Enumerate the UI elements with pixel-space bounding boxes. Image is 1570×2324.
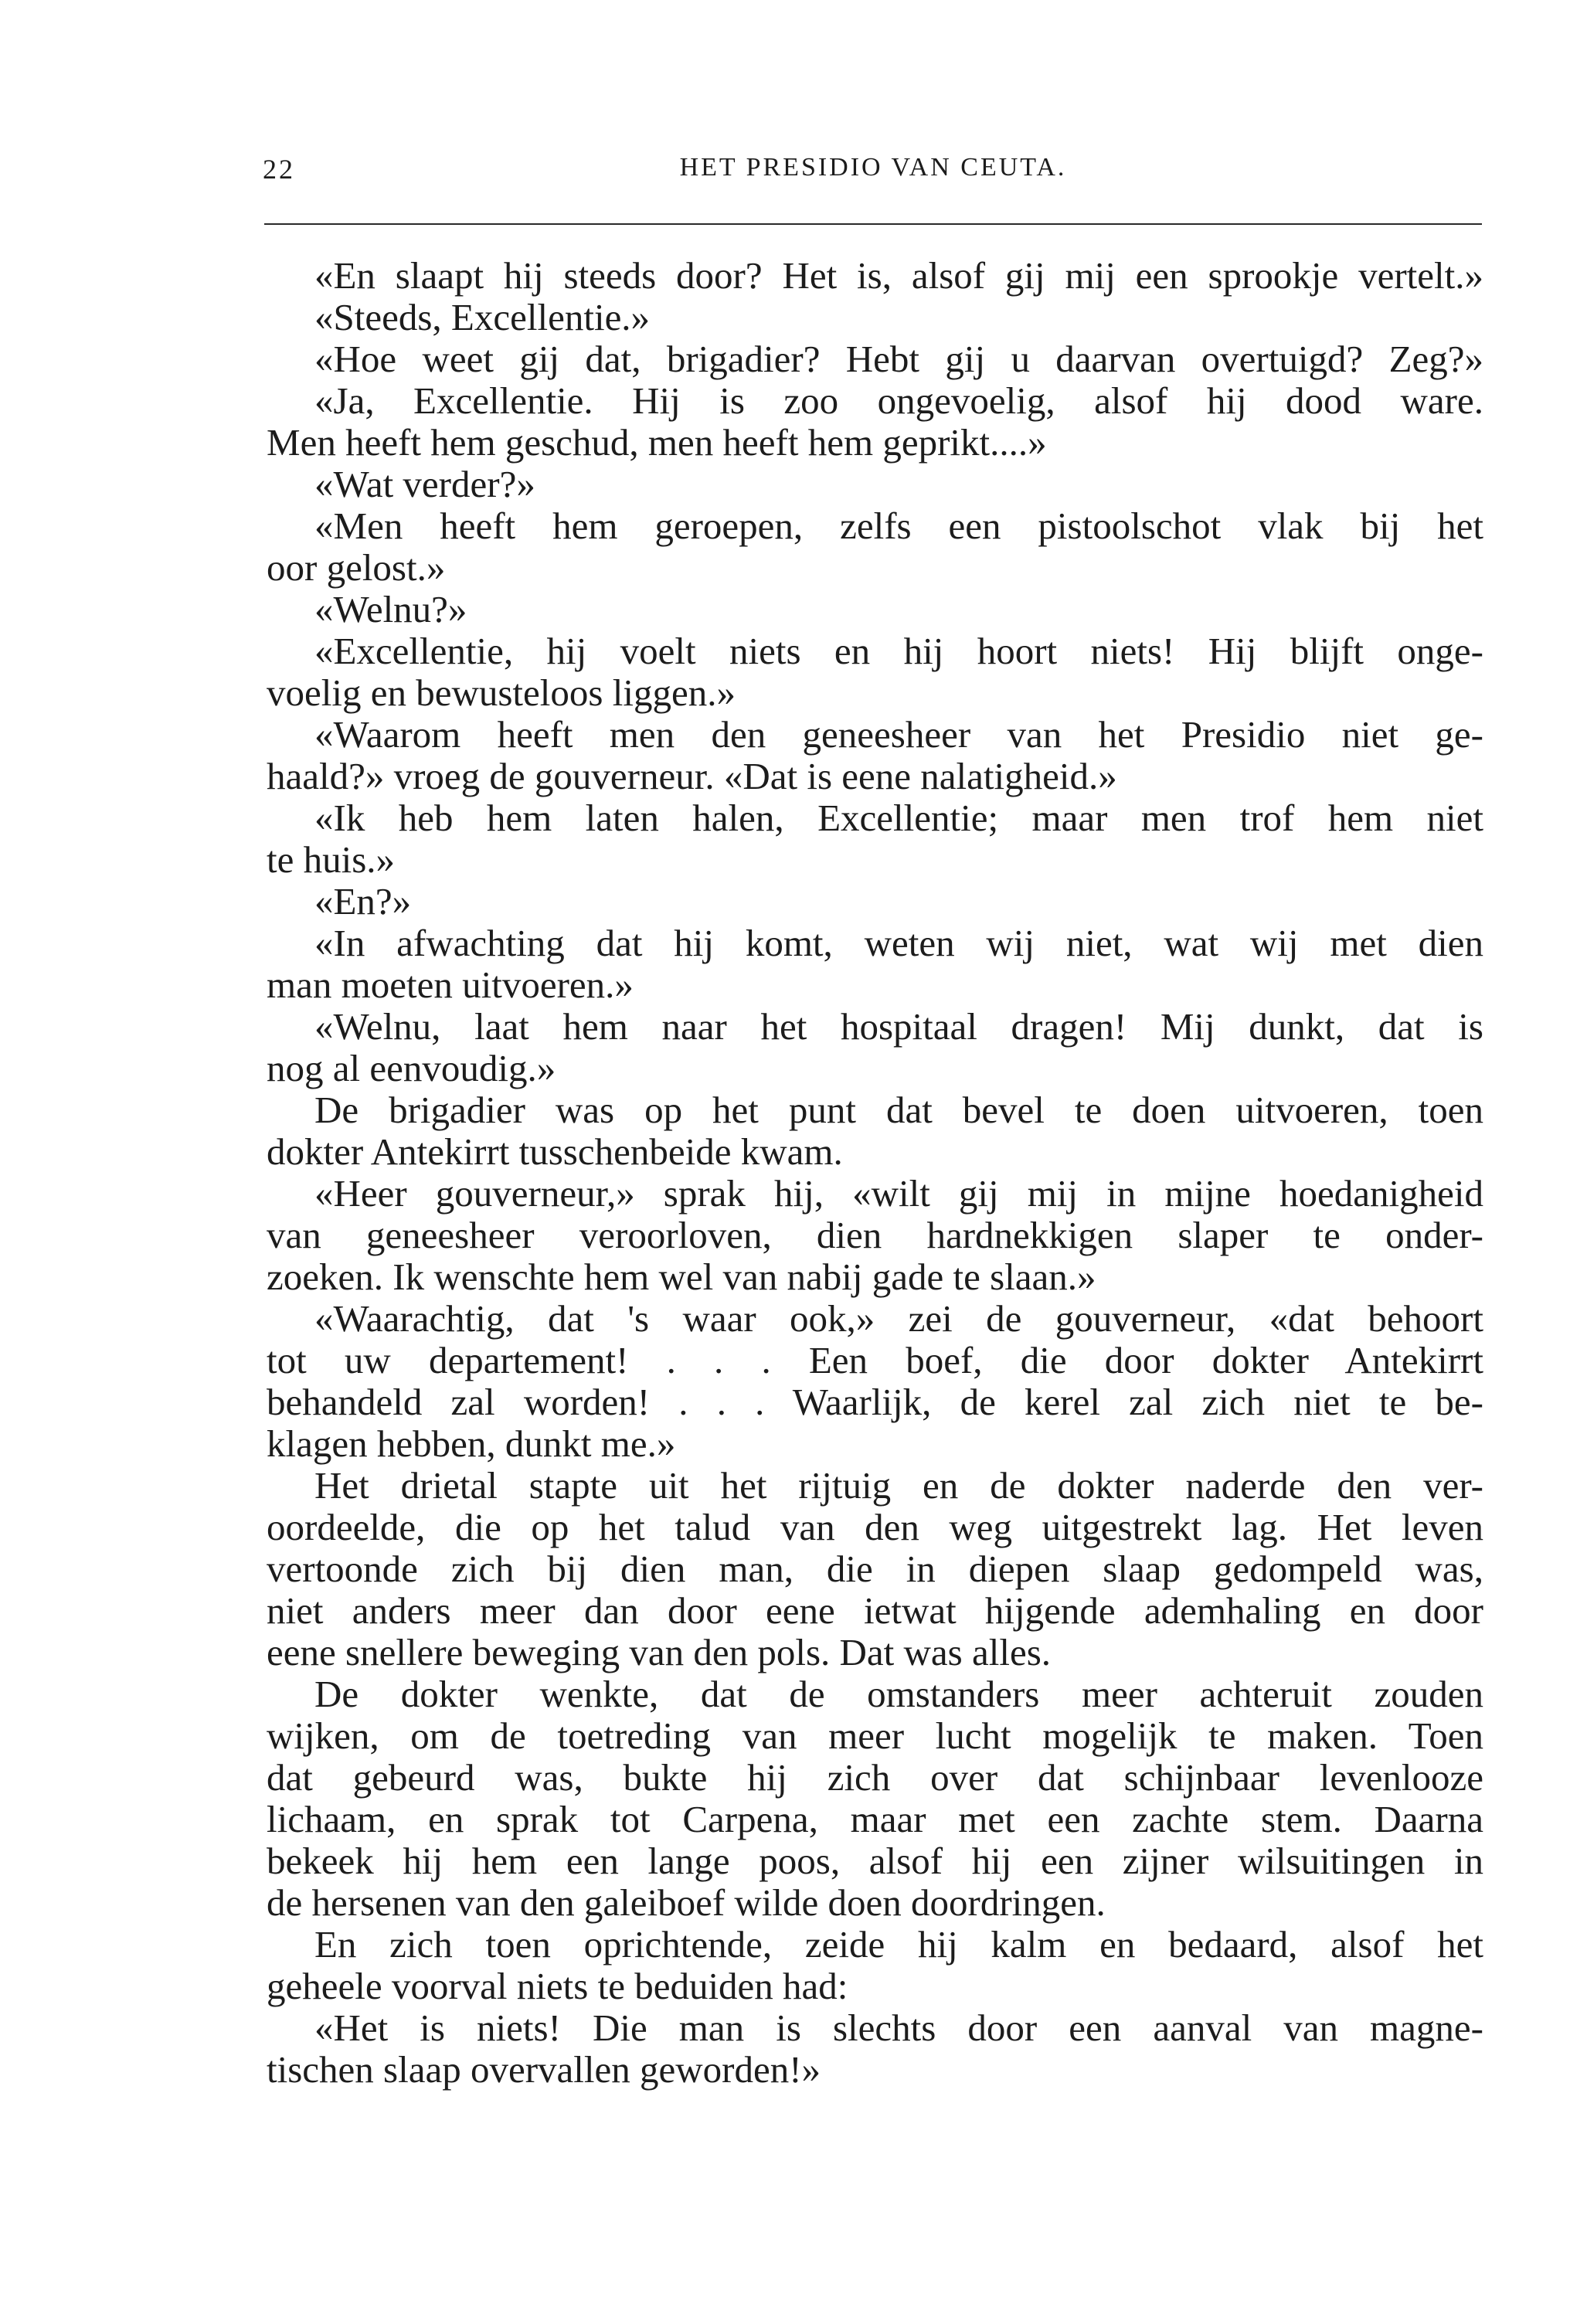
running-title: HET PRESIDIO VAN CEUTA. [679,153,1067,182]
header-rule [264,223,1482,225]
text-line: behandeld zal worden! . . . Waarlijk, de kerel zal zich niet te be- [267,1381,1483,1423]
text-line: bekeek hij hem een lange poos, alsof hij een zijner wilsuitingen in [267,1840,1483,1882]
text-line: «Waarachtig, dat 's waar ook,» zei de gouverneur, «dat behoort [314,1298,1483,1340]
text-line: «Het is niets! Die man is slechts door een aanval van magne- [314,2007,1483,2049]
text-line: lichaam, en sprak tot Carpena, maar met een zachte stem. Daarna [267,1799,1483,1840]
text-line: haald?» vroeg de gouverneur. «Dat is eene nalatigheid.» [267,756,1117,797]
text-line: «Hoe weet gij dat, brigadier? Hebt gij u daarvan overtuigd? Zeg?» [314,338,1483,380]
text-line: «Ik heb hem laten halen, Excellentie; maar men trof hem niet [314,797,1483,839]
text-line: dokter Antekirrt tusschenbeide kwam. [267,1131,843,1173]
text-line: de hersenen van den galeiboef wilde doen doordringen. [267,1882,1106,1924]
text-line: van geneesheer veroorloven, dien hardnekkigen slaper te onder- [267,1215,1483,1256]
text-line: vertoonde zich bij dien man, die in diepen slaap gedompeld was, [267,1548,1483,1590]
text-line: De dokter wenkte, dat de omstanders meer achteruit zouden [314,1673,1483,1715]
text-line: eene snellere beweging van den pols. Dat was alles. [267,1632,1052,1673]
text-line: te huis.» [267,839,396,881]
text-line: niet anders meer dan door eene ietwat hijgende ademhaling en door [267,1590,1483,1632]
text-line: oor gelost.» [267,547,446,589]
body-text [267,255,1483,2091]
text-line: tot uw departement! . . . Een boef, die door dokter Antekirrt [267,1340,1483,1381]
text-line: De brigadier was op het punt dat bevel te doen uitvoeren, toen [314,1089,1483,1131]
text-line: man moeten uitvoeren.» [267,964,634,1006]
text-line: «Excellentie, hij voelt niets en hij hoort niets! Hij blijft onge- [314,630,1483,672]
text-line: «Steeds, Excellentie.» [314,297,651,338]
text-line: wijken, om de toetreding van meer lucht mogelijk te maken. Toen [267,1715,1483,1757]
text-line: voelig en bewusteloos liggen.» [267,672,736,714]
text-line: Men heeft hem geschud, men heeft hem geprikt....» [267,422,1047,464]
text-line: En zich toen oprichtende, zeide hij kalm en bedaard, alsof het [314,1924,1483,1966]
text-line: nog al eenvoudig.» [267,1048,556,1089]
text-line: «Wat verder?» [314,464,535,505]
text-line: «Ja, Excellentie. Hij is zoo ongevoelig, alsof hij dood ware. [314,380,1483,422]
text-line: dat gebeurd was, bukte hij zich over dat schijnbaar levenlooze [267,1757,1483,1799]
text-line: «Waarom heeft men den geneesheer van het Presidio niet ge- [314,714,1483,756]
text-line: oordeelde, die op het talud van den weg uitgestrekt lag. Het leven [267,1507,1483,1548]
text-line: «En?» [314,881,412,922]
running-head [263,153,1483,192]
text-line: «Heer gouverneur,» sprak hij, «wilt gij mij in mijne hoedanigheid [314,1173,1483,1215]
text-line: «Welnu?» [314,589,467,630]
text-line: zoeken. Ik wenschte hem wel van nabij gade te slaan.» [267,1256,1096,1298]
text-line: tischen slaap overvallen geworden!» [267,2049,821,2091]
text-line: «En slaapt hij steeds door? Het is, alsof gij mij een sprookje vertelt.» [314,255,1483,297]
text-line: «Welnu, laat hem naar het hospitaal dragen! Mij dunkt, dat is [314,1006,1483,1048]
text-line: «In afwachting dat hij komt, weten wij niet, wat wij met dien [314,922,1483,964]
text-line: klagen hebben, dunkt me.» [267,1423,676,1465]
text-line: «Men heeft hem geroepen, zelfs een pistoolschot vlak bij het [314,505,1483,547]
text-line: Het drietal stapte uit het rijtuig en de dokter naderde den ver- [314,1465,1483,1507]
text-line: geheele voorval niets te beduiden had: [267,1966,848,2007]
page-number: 22 [263,154,295,185]
